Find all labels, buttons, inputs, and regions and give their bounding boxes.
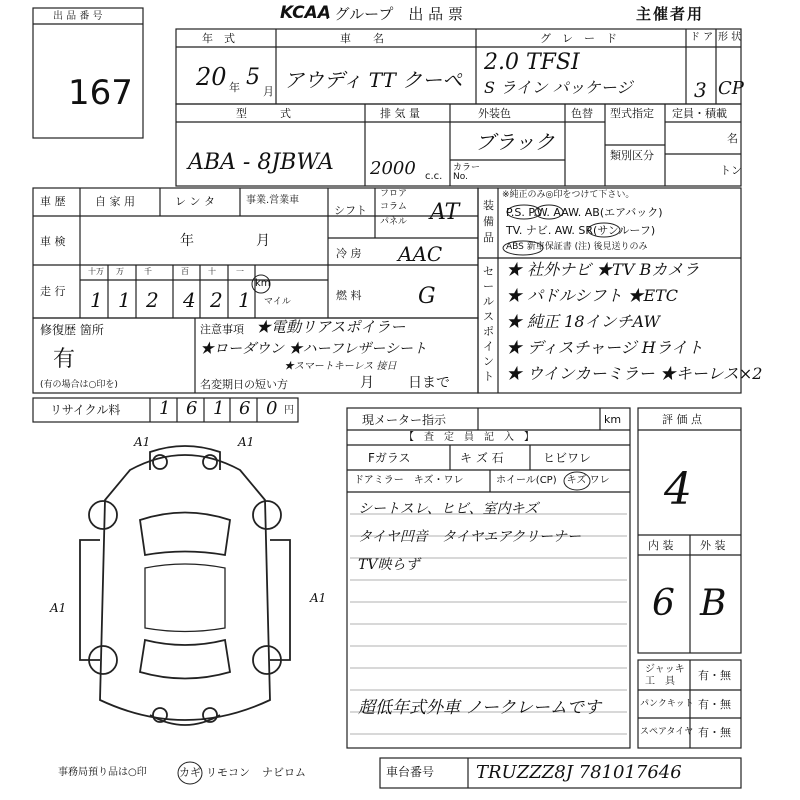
- mileage-digit: 2: [210, 288, 223, 312]
- shape-value: CP: [718, 78, 744, 99]
- persons-unit: 名: [727, 132, 738, 145]
- chassis-number: TRUZZZ8J 781017646: [476, 762, 682, 783]
- mileage-digit-header: 千: [144, 267, 152, 276]
- mileage-digit: 1: [118, 288, 131, 312]
- repair-value: 有: [53, 347, 76, 372]
- recycle-digit: 1: [159, 398, 171, 419]
- mileage-digit: 1: [238, 288, 251, 312]
- meter-unit: km: [604, 413, 622, 426]
- notes-line2: ★ローダウン ★ハーフレザーシート: [200, 341, 427, 357]
- car-diagram: [80, 446, 290, 725]
- puncture-yes-no: 有・無: [698, 698, 731, 711]
- damage-mark-front-right: A1: [238, 435, 255, 449]
- damage-mark-left: A1: [50, 601, 67, 615]
- score-value: 4: [664, 464, 692, 515]
- model-code: ABA - 8JBWA: [188, 150, 334, 175]
- fuel-value: G: [418, 284, 436, 309]
- assessment-note-line: TV映らず: [358, 557, 420, 573]
- equipment-line2: TV. ナビ. AW. SR(サンルーフ): [506, 224, 656, 237]
- mileage-digit: 2: [146, 288, 159, 312]
- exterior-label: 外 装: [700, 539, 726, 552]
- chassis-label: 車台番号: [386, 765, 435, 779]
- inspection-month-unit: 月: [256, 233, 270, 249]
- remote-item: リモコン: [206, 766, 250, 779]
- spare-label: スペアタイヤ: [640, 727, 694, 737]
- history-label: 車 歴: [40, 195, 66, 208]
- type-spec-label: 型式指定: [610, 107, 654, 120]
- recycle-unit: 円: [284, 405, 294, 416]
- equipment-line1: P.S. P.W. AAW. AB(エアバック): [506, 206, 663, 219]
- mirror-label: ドアミラー キズ・ワレ: [354, 475, 464, 486]
- mileage-digit-header: 一: [236, 267, 244, 276]
- wheel-label: ホイール(CP) キズ ワレ: [496, 475, 610, 486]
- sales-point-item: ★ ウインカーミラー ★キーレス×2: [506, 364, 763, 383]
- puncture-label: パンクキット: [640, 699, 694, 709]
- fuel-label: 燃 料: [336, 289, 362, 302]
- displacement-value: 2000: [370, 158, 416, 179]
- mileage-label: 走 行: [40, 285, 66, 298]
- business-label: 事業.営業車: [246, 195, 300, 206]
- inspection-year-unit: 年: [180, 233, 194, 249]
- office-note: 事務局預り品は○印: [58, 767, 147, 778]
- private-use-label: 自 家 用: [95, 195, 135, 208]
- shift-label: シフト: [334, 204, 367, 217]
- model-label: 型 式: [236, 107, 291, 120]
- glass-label: Fガラス: [368, 451, 411, 465]
- notes-label: 注意事項: [200, 323, 244, 336]
- jack-yes-no: 有・無: [698, 669, 731, 682]
- mileage-digit-header: 十万: [88, 267, 104, 276]
- notes-line1: ★電動リアスポイラー: [256, 318, 406, 336]
- name-change-month: 月: [360, 375, 374, 391]
- tons-unit: トン: [720, 164, 742, 177]
- year-value: 20: [196, 63, 227, 91]
- year-label: 年 式: [202, 32, 235, 45]
- category-label: 類別区分: [610, 149, 654, 162]
- mileage-digit: 1: [90, 288, 103, 312]
- assessment-note-line: タイヤ凹音 タイヤエアクリーナー: [358, 529, 582, 545]
- meter-label: 現メーター指示: [362, 413, 447, 427]
- organizer-label: 主催者用: [636, 5, 705, 23]
- shape-label: 形 状: [718, 32, 742, 43]
- column-label: コラム: [380, 202, 407, 212]
- glass-crack: ヒビワレ: [543, 451, 592, 465]
- mileage-digit-header: 十: [208, 267, 216, 276]
- repair-note: (有の場合は○印を): [40, 380, 118, 390]
- spare-yes-no: 有・無: [698, 726, 731, 739]
- equipment-side-label: 装 備 品: [483, 199, 494, 244]
- grade-line1: 2.0 TFSI: [484, 50, 580, 75]
- notes-line3: ★スマートキーレス 接日: [284, 361, 397, 372]
- panel-label: パネル: [380, 217, 408, 227]
- jack-label: ジャッキ 工 具: [645, 664, 685, 687]
- equipment-note: ※純正のみ◎印をつけて下さい。: [502, 190, 635, 200]
- year-unit: 年: [229, 81, 240, 94]
- floor-label: フロア: [380, 189, 408, 199]
- shift-value: AT: [430, 200, 460, 225]
- interior-score: 6: [652, 583, 675, 624]
- name-change-label: 名変期日の短い方: [200, 378, 288, 391]
- car-name-label: 車 名: [340, 32, 384, 45]
- brand-logo: KCAA: [280, 3, 331, 23]
- sales-point-item: ★ 社外ナビ ★TV Bカメラ: [506, 260, 700, 279]
- mileage-km-unit: km: [255, 278, 271, 289]
- grade-label: グ レ ー ド: [540, 32, 617, 45]
- recycle-digit: 6: [239, 398, 251, 419]
- key-item: カギ: [179, 766, 201, 779]
- assessment-bottom-note: 超低年式外車 ノークレームです: [358, 698, 601, 718]
- glass-options: キ ズ 石: [460, 451, 504, 465]
- form-title: . グループ 出 品 票: [325, 5, 463, 23]
- sales-point-item: ★ 純正 18インチAW: [506, 312, 660, 331]
- color-no-label: カラー No.: [453, 163, 481, 182]
- capacity-label: 定員・積載: [672, 107, 727, 120]
- displacement-label: 排 気 量: [380, 107, 420, 120]
- lot-label: 出 品 番 号: [53, 11, 103, 22]
- repair-label: 修復歴 箇所: [40, 323, 104, 337]
- mileage-digit-header: 万: [116, 267, 124, 276]
- interior-label: 内 装: [648, 539, 674, 552]
- rental-label: レ ン タ: [175, 195, 215, 208]
- sales-point-item: ★ パドルシフト ★ETC: [506, 286, 679, 305]
- equipment-line3: ABS 新車保証書 (注) 後見送りのみ: [506, 242, 648, 252]
- recycle-label: リサイクル料: [50, 403, 121, 417]
- recycle-digit: 1: [213, 398, 225, 419]
- month-value: 5: [246, 65, 260, 90]
- recycle-digit: 6: [186, 398, 198, 419]
- doors-label: ド ア: [690, 32, 714, 43]
- sales-points-side-label: セールスポイント: [483, 265, 494, 383]
- color-change-label: 色替: [571, 107, 593, 120]
- mileage-digit: 4: [183, 288, 196, 312]
- cc-unit: c.c.: [425, 171, 443, 182]
- month-unit: 月: [263, 85, 274, 98]
- navi-rom-item: ナビロム: [262, 766, 306, 779]
- exterior-color-value: ブラック: [475, 130, 555, 154]
- exterior-color-label: 外装色: [478, 107, 511, 120]
- sales-point-item: ★ ディスチャージ Hライト: [506, 338, 704, 357]
- ac-label: 冷 房: [336, 247, 362, 260]
- assessment-header: 【 査 定 員 記 入 】: [404, 432, 534, 443]
- lot-number: 167: [68, 73, 133, 113]
- mileage-digit-header: 百: [181, 267, 189, 276]
- exterior-score: B: [700, 583, 727, 624]
- recycle-digit: 0: [266, 398, 278, 419]
- score-label: 評 価 点: [662, 413, 702, 426]
- ac-value: AAC: [398, 242, 443, 266]
- mileage-mile-unit: マイル: [264, 297, 291, 307]
- doors-value: 3: [694, 78, 707, 102]
- grade-line2: S ライン パッケージ: [484, 78, 633, 97]
- car-name-value: アウディ TT クーペ: [284, 68, 463, 92]
- assessment-note-line: シートスレ、ヒビ、室内キズ: [358, 501, 539, 517]
- name-change-day: 日まで: [408, 375, 450, 391]
- damage-mark-right: A1: [310, 591, 327, 605]
- inspection-label: 車 検: [40, 235, 66, 248]
- damage-mark-front-left: A1: [134, 435, 151, 449]
